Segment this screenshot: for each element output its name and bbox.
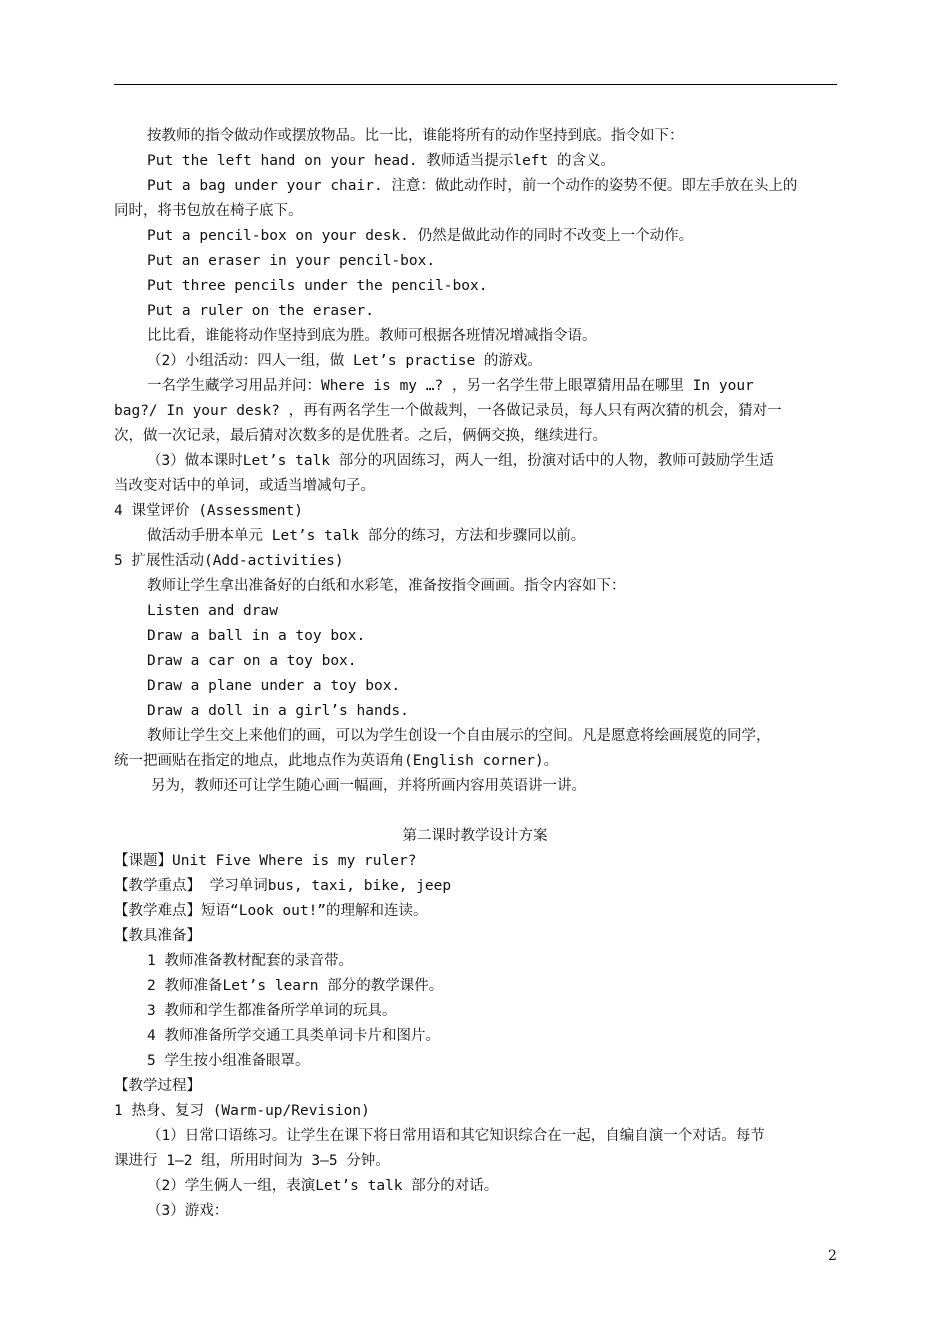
list-item: 2 教师准备Let’s learn 部分的教学课件。 [147, 978, 444, 994]
paragraph-line: Put an eraser in your pencil-box. [147, 253, 436, 269]
paragraph-line: Draw a car on a toy box. [147, 653, 357, 669]
paragraph-line: （3）游戏： [147, 1203, 229, 1219]
paragraph-line: 教师让学生交上来他们的画，可以为学生创设一个自由展示的空间。凡是愿意将绘画展览的同学， [147, 728, 771, 744]
paragraph-line: Listen and draw [147, 603, 278, 619]
topic-line: 【课题】Unit Five Where is my ruler? [114, 853, 417, 869]
section-heading: 4 课堂评价 (Assessment) [114, 503, 303, 519]
paragraph-line: 统一把画贴在指定的地点，此地点作为英语角(English corner)。 [114, 753, 559, 769]
section-heading: 1 热身、复习 (Warm-up/Revision) [114, 1103, 370, 1119]
paragraph-line: Draw a doll in a girl’s hands. [147, 703, 409, 719]
paragraph-line: （3）做本课时Let’s talk 部分的巩固练习，两人一组，扮演对话中的人物，教师可鼓励学生适 [147, 453, 774, 469]
paragraph-line: Draw a plane under a toy box. [147, 678, 401, 694]
page-number: 2 [828, 1248, 837, 1264]
focus-line: 【教学重点】 学习单词bus, taxi, bike, jeep [114, 878, 452, 894]
list-item: 5 学生按小组准备眼罩。 [147, 1053, 310, 1069]
paragraph-line: （2）小组活动：四人一组，做 Let’s practise 的游戏。 [147, 353, 542, 369]
paragraph-line: Put a ruler on the eraser. [147, 303, 374, 319]
paragraph-line: bag?/ In your desk? ，再有两名学生一个做裁判，一各做记录员，每人只有两次猜的机会，猜对一 [114, 403, 782, 419]
paragraph-line: Put the left hand on your head. 教师适当提示left 的含义。 [147, 153, 615, 169]
paragraph-line: 按教师的指令做动作或摆放物品。比一比，谁能将所有的动作坚持到底。指令如下： [147, 128, 684, 144]
list-item: 1 教师准备教材配套的录音带。 [147, 953, 353, 969]
paragraph-line: 一名学生藏学习用品并问：Where is my …? ，另一名学生带上眼罩猜用品在哪里 In your [147, 378, 754, 394]
paragraph-line: Put a bag under your chair. 注意：做此动作时，前一个动作的姿势不便。即左手放在头上的 [147, 178, 798, 194]
paragraph-line: （2）学生俩人一组，表演Let’s talk 部分的对话。 [147, 1178, 499, 1194]
section-heading: 5 扩展性活动(Add-activities) [114, 553, 344, 569]
paragraph-line: 当改变对话中的单词，或适当增减句子。 [114, 478, 375, 494]
paragraph-line: 教师让学生拿出准备好的白纸和水彩笔，准备按指令画画。指令内容如下： [147, 578, 626, 594]
process-heading: 【教学过程】 [114, 1078, 201, 1094]
section-title: 第二课时教学设计方案 [402, 828, 548, 844]
paragraph-line: 次，做一次记录，最后猜对次数多的是优胜者。之后，俩俩交换，继续进行。 [114, 428, 607, 444]
paragraph-line: Draw a ball in a toy box. [147, 628, 366, 644]
paragraph-line: 另为，教师还可让学生随心画一幅画，并将所画内容用英语讲一讲。 [151, 778, 586, 794]
paragraph-line: 同时，将书包放在椅子底下。 [114, 203, 303, 219]
difficulty-line: 【教学难点】短语“Look out!”的理解和连读。 [114, 903, 428, 919]
header-rule [114, 84, 837, 85]
paragraph-line: Put a pencil-box on your desk. 仍然是做此动作的同时不改变上一个动作。 [147, 228, 694, 244]
materials-heading: 【教具准备】 [114, 928, 201, 944]
paragraph-line: 比比看，谁能将动作坚持到底为胜。教师可根据各班情况增减指令语。 [147, 328, 597, 344]
paragraph-line: 做活动手册本单元 Let’s talk 部分的练习，方法和步骤同以前。 [147, 528, 586, 544]
paragraph-line: （1）日常口语练习。让学生在课下将日常用语和其它知识综合在一起，自编自演一个对话。每节 [147, 1128, 765, 1144]
list-item: 4 教师准备所学交通工具类单词卡片和图片。 [147, 1028, 440, 1044]
paragraph-line: Put three pencils under the pencil-box. [147, 278, 488, 294]
paragraph-line: 课进行 1—2 组，所用时间为 3—5 分钟。 [114, 1153, 390, 1169]
list-item: 3 教师和学生都准备所学单词的玩具。 [147, 1003, 397, 1019]
